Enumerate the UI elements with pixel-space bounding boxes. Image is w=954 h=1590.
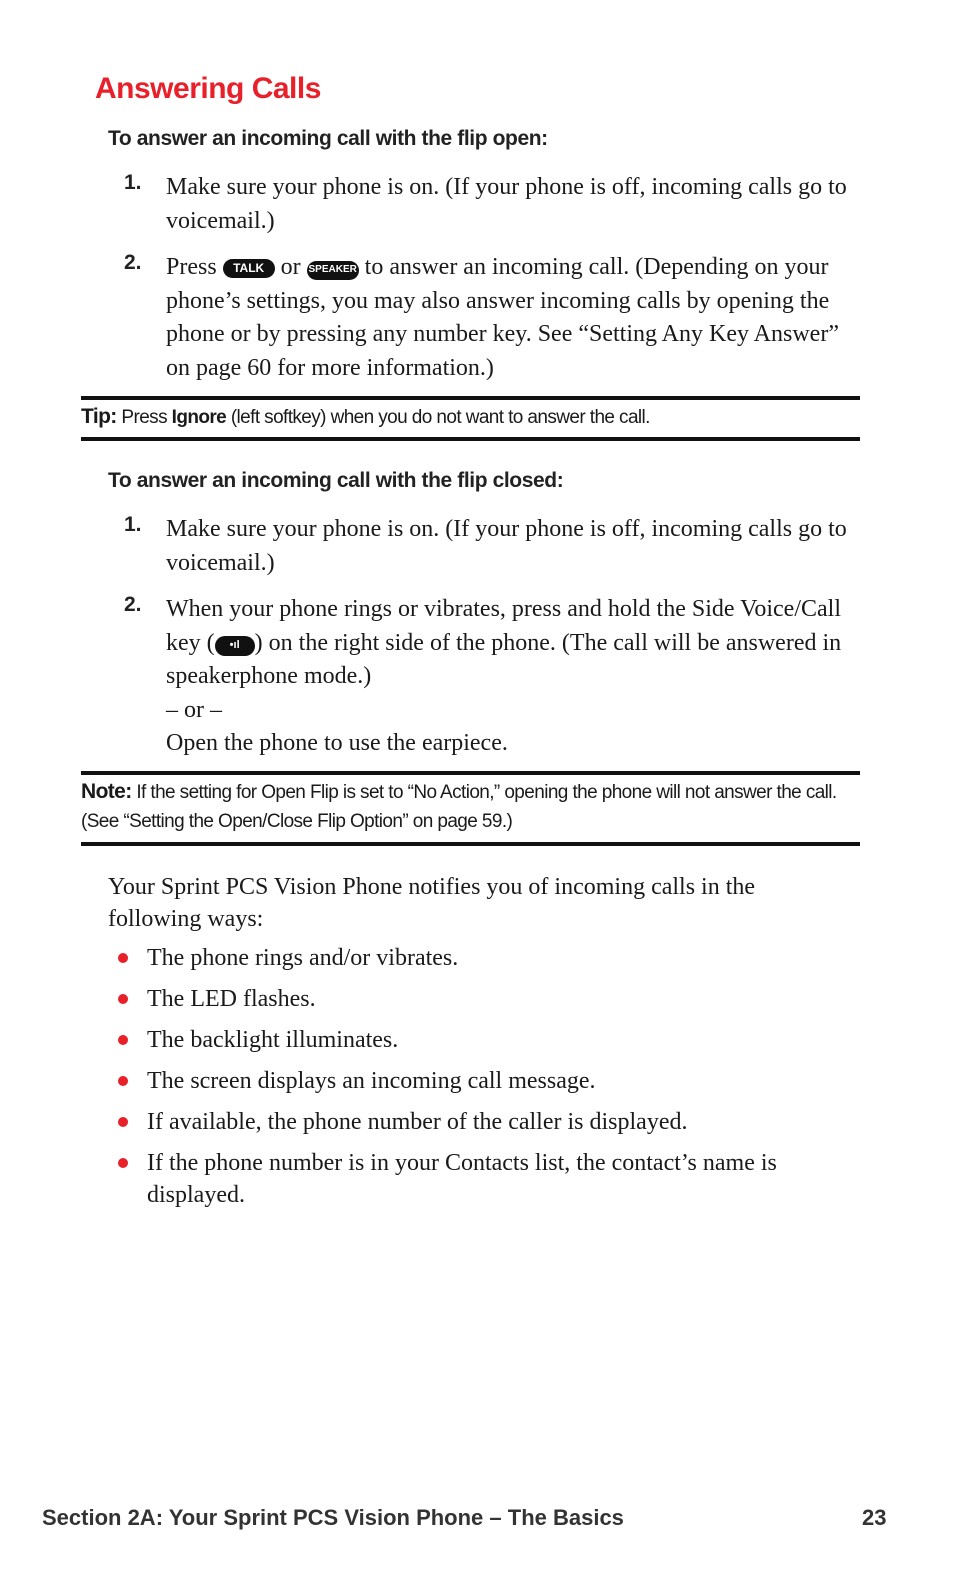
- list-item: [108, 1106, 868, 1138]
- list-item: [108, 1024, 868, 1056]
- step-number: 1.: [124, 513, 142, 536]
- footer-section-title: Section 2A: Your Sprint PCS Vision Phone – The Basics: [42, 1505, 624, 1530]
- flip-closed-step-2: [120, 593, 865, 761]
- ignore-softkey-label: Ignore: [171, 407, 227, 428]
- step-text-before: When your phone rings or vibrates, press and hold the Side Voice/Call key (: [166, 596, 841, 656]
- step-text-mid: or: [280, 254, 301, 280]
- step-text: Make sure your phone is on. (If your phone is off, incoming calls go to voicemail.): [166, 516, 847, 576]
- side-voice-call-key-icon: •ıl: [215, 636, 255, 656]
- flip-open-step-1: [120, 171, 865, 238]
- step-number: 1.: [124, 171, 142, 194]
- page-number: 23: [862, 1505, 887, 1530]
- list-item: [108, 1147, 868, 1211]
- list-item-text: If available, the phone number of the caller is displayed.: [147, 1109, 688, 1135]
- step-text-after: ) on the right side of the phone. (The call will be answered in speakerphone mode.): [166, 629, 842, 689]
- or-separator: – or –: [166, 696, 222, 723]
- step-number: 2.: [124, 593, 142, 616]
- page-title: Answering Calls: [95, 72, 321, 105]
- step-text-after: to answer an incoming call. (Depending on your phone’s settings, you may also answer incoming calls by opening the phone or by pressing any number key. See “Setting Any Key Answer” on page 60 for more information.): [166, 254, 839, 381]
- bullet-icon: [118, 1035, 128, 1045]
- note-top-rule: [81, 771, 860, 775]
- list-item: [108, 1065, 868, 1097]
- note-callout: [81, 777, 860, 836]
- note-label: Note:: [81, 780, 132, 803]
- step-text: Make sure your phone is on. (If your phone is off, incoming calls go to voicemail.): [166, 174, 847, 234]
- list-item-text: The LED flashes.: [147, 986, 316, 1012]
- list-item-text: The screen displays an incoming call message.: [147, 1068, 596, 1094]
- list-item-text: The backlight illuminates.: [147, 1027, 399, 1053]
- step-text: [166, 593, 865, 761]
- tip-bottom-rule: [81, 437, 860, 441]
- bullet-icon: [118, 1117, 128, 1127]
- tip-callout: [81, 402, 860, 432]
- list-item: [108, 942, 868, 974]
- list-item: [108, 983, 868, 1015]
- intro-paragraph: Your Sprint PCS Vision Phone notifies you of incoming calls in the following ways:: [108, 874, 756, 932]
- tip-top-rule: [81, 396, 860, 400]
- list-item-text: If the phone number is in your Contacts list, the contact’s name is displayed.: [147, 1150, 777, 1208]
- flip-open-heading: To answer an incoming call with the flip open:: [108, 127, 548, 150]
- flip-open-step-2: [120, 251, 865, 385]
- step-number: 2.: [124, 251, 142, 274]
- step-text: [166, 251, 865, 385]
- list-item-text: The phone rings and/or vibrates.: [147, 945, 459, 971]
- bullet-icon: [118, 953, 128, 963]
- flip-closed-step-1: [120, 513, 865, 580]
- note-text: If the setting for Open Flip is set to “No Action,” opening the phone will not answer the call. (See “Setting the Open/Close Flip Option” on page 59.): [81, 782, 837, 832]
- tip-text-after: (left softkey) when you do not want to answer the call.: [230, 407, 650, 428]
- bullet-icon: [118, 1158, 128, 1168]
- step-text-before: Press: [166, 254, 217, 280]
- talk-key-icon: TALK: [223, 259, 275, 278]
- alt-instruction: Open the phone to use the earpiece.: [166, 730, 508, 756]
- note-bottom-rule: [81, 842, 860, 846]
- bullet-icon: [118, 994, 128, 1004]
- bullet-icon: [118, 1076, 128, 1086]
- tip-text-before: Press: [121, 407, 167, 428]
- speaker-key-icon: SPEAKER: [307, 261, 359, 280]
- notification-list: [108, 942, 868, 1211]
- flip-closed-heading: To answer an incoming call with the flip closed:: [108, 469, 564, 492]
- tip-label: Tip:: [81, 405, 117, 428]
